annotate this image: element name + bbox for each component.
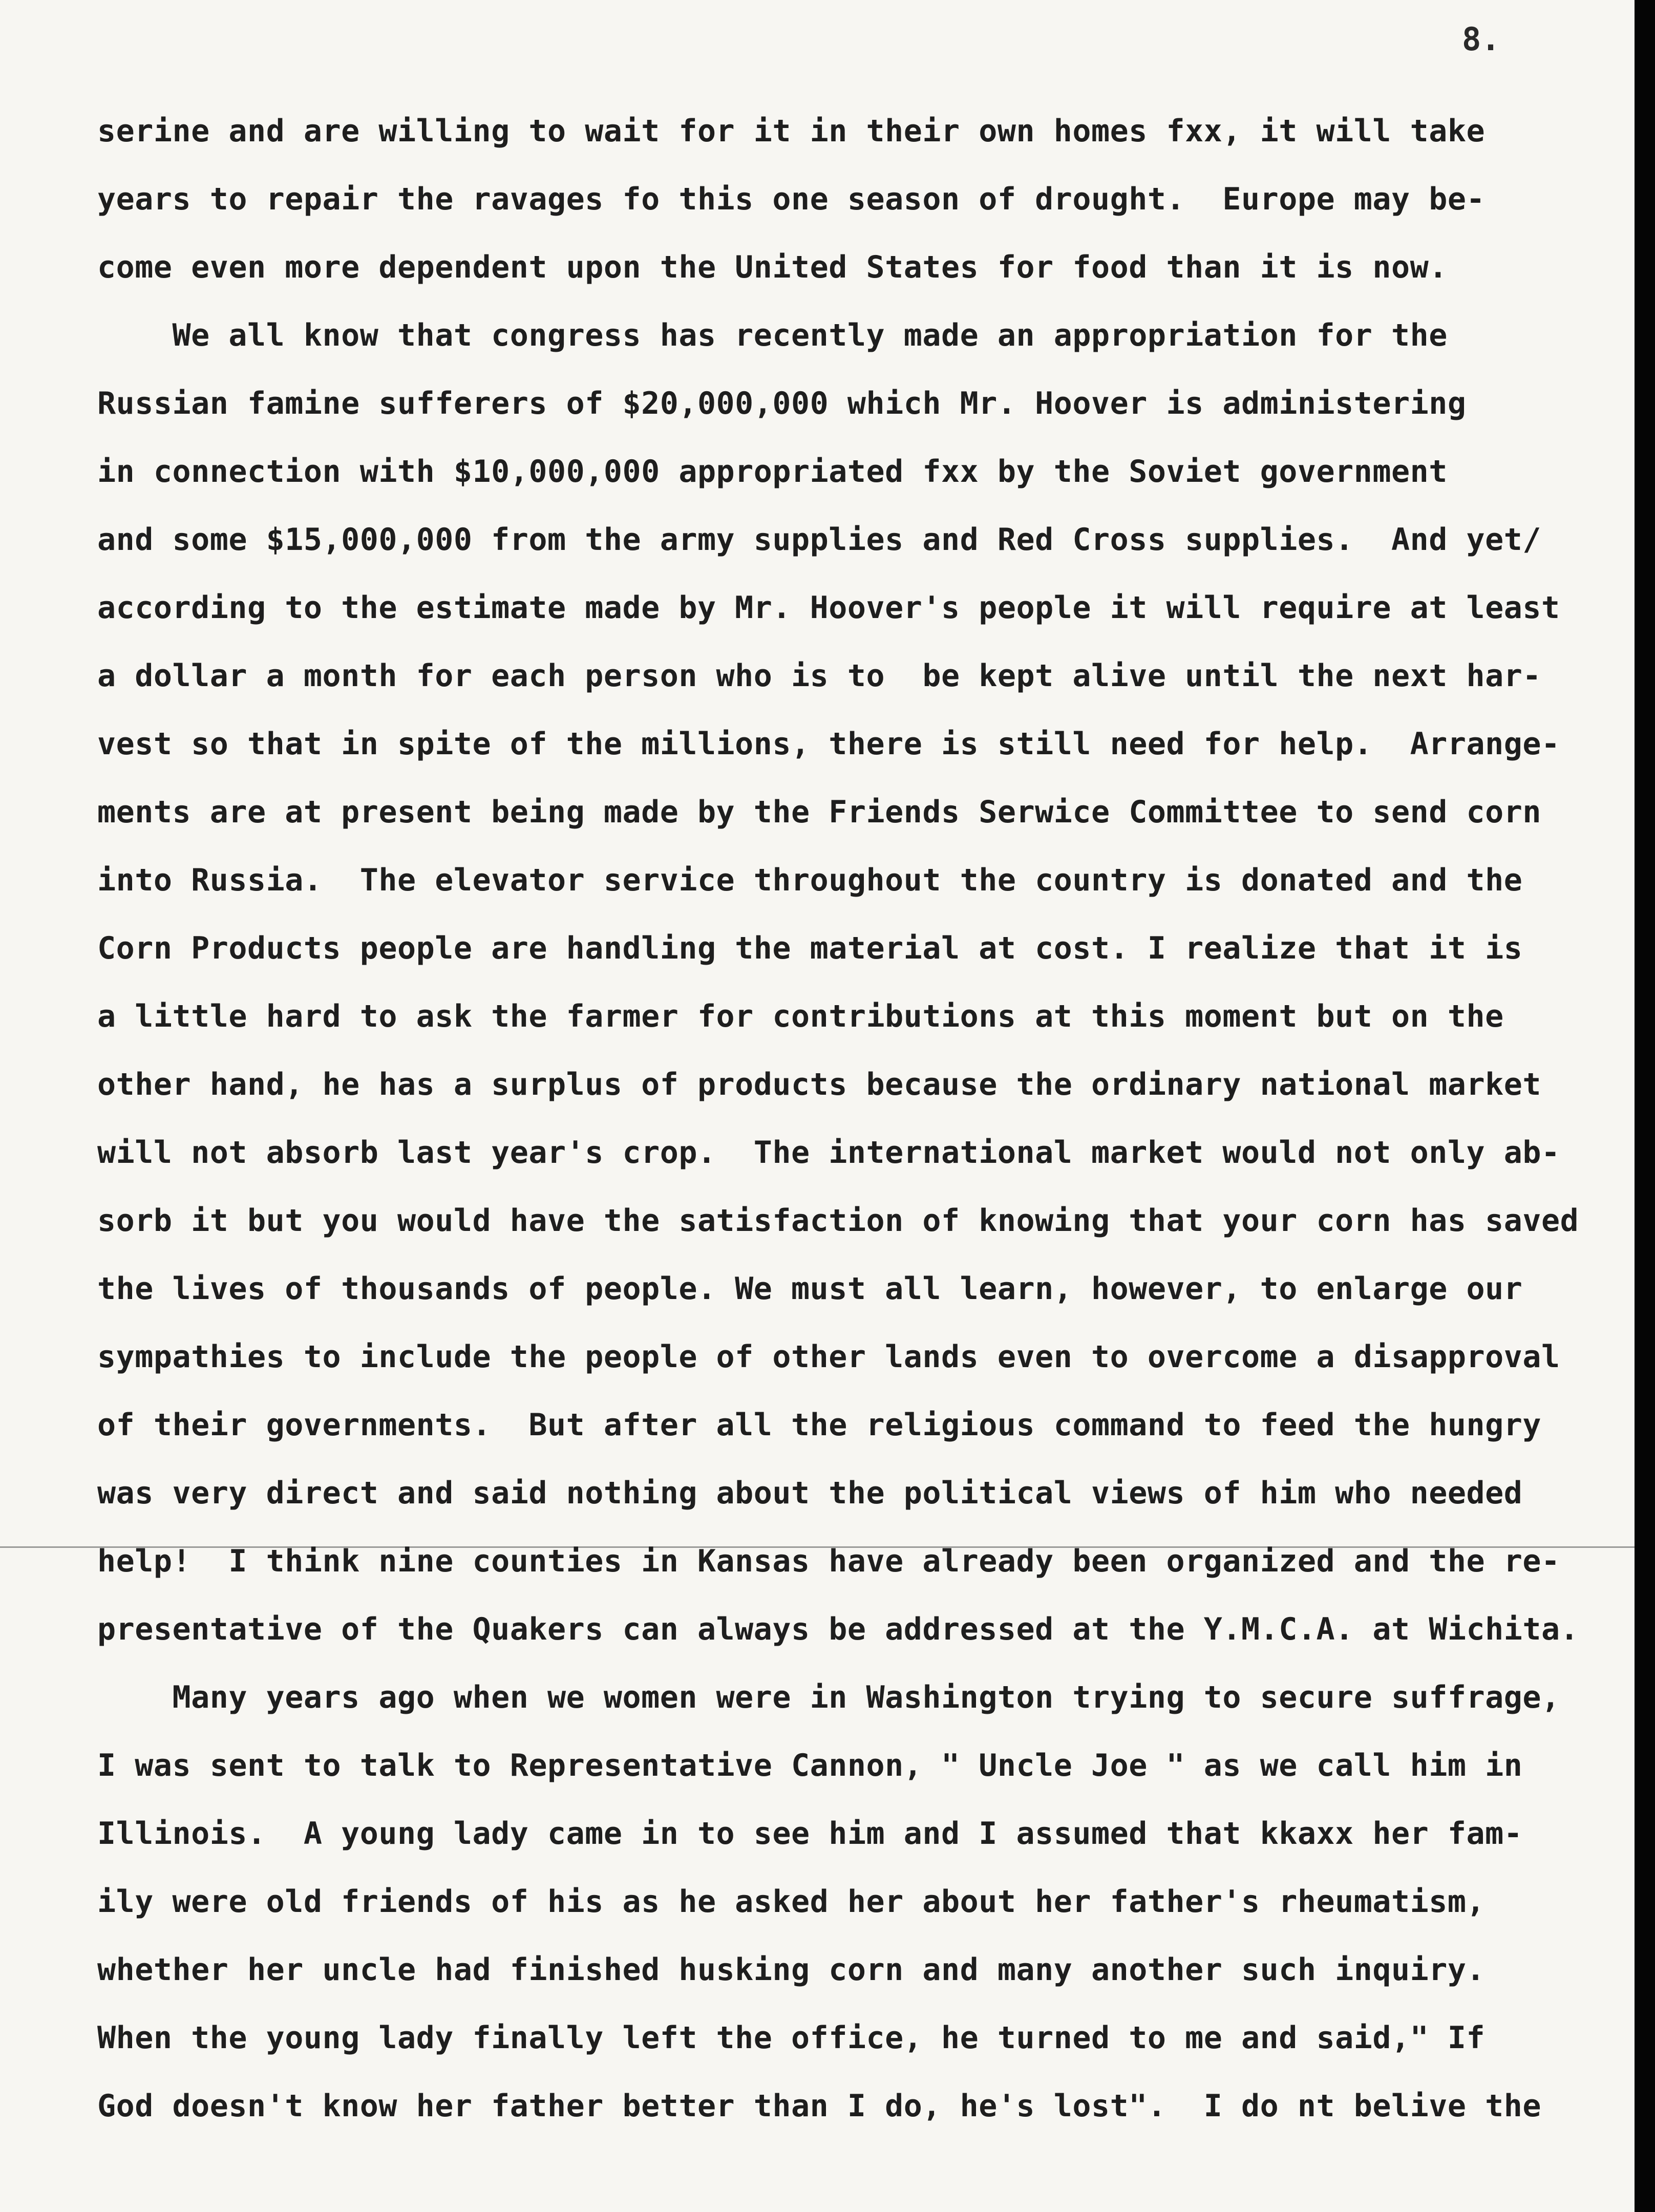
scan-border (1635, 0, 1655, 2212)
text-line: will not absorb last year's crop. The international market would not only ab- (97, 1135, 1560, 1171)
text-line: ments are at present being made by the Friends Serwice Committee to send corn (97, 794, 1541, 830)
text-line: a little hard to ask the farmer for contributions at this moment but on the (97, 998, 1504, 1034)
text-line: come even more dependent upon the United States for food than it is now. (97, 249, 1448, 285)
text-line: Corn Products people are handling the material at cost. I realize that it is (97, 930, 1523, 966)
text-line: presentative of the Quakers can always be addressed at the Y.M.C.A. at Wichita. (97, 1611, 1579, 1647)
text-line: and some $15,000,000 from the army supplies and Red Cross supplies. And yet/ (97, 522, 1541, 558)
text-line: vest so that in spite of the millions, there is still need for help. Arrange- (97, 726, 1560, 762)
text-line: into Russia. The elevator service throughout the country is donated and the (97, 862, 1523, 898)
text-line: according to the estimate made by Mr. Hoover's people it will require at least (97, 590, 1560, 626)
text-line: When the young lady finally left the office, he turned to me and said," If (97, 2020, 1486, 2056)
text-line: serine and are willing to wait for it in their own homes fxx, it will take (97, 113, 1486, 149)
text-line: the lives of thousands of people. We must all learn, however, to enlarge our (97, 1271, 1523, 1307)
text-line: whether her uncle had finished husking corn and many another such inquiry. (97, 1952, 1486, 1988)
text-line: in connection with $10,000,000 appropriated fxx by the Soviet government (97, 454, 1448, 490)
text-line: Russian famine sufferers of $20,000,000 which Mr. Hoover is administering (97, 386, 1467, 421)
text-line: We all know that congress has recently made an appropriation for the (97, 317, 1448, 353)
text-line: Illinois. A young lady came in to see him and I assumed that kkaxx her fam- (97, 1816, 1523, 1852)
text-line: a dollar a month for each person who is to be kept alive until the next har- (97, 658, 1541, 694)
body-text (97, 97, 1613, 2140)
text-line: God doesn't know her father better than I do, he's lost". I do nt belive the (97, 2088, 1541, 2124)
text-line: help! I think nine counties in Kansas have already been organized and the re- (97, 1543, 1560, 1579)
text-line: sympathies to include the people of other lands even to overcome a disapproval (97, 1339, 1560, 1375)
text-line: sorb it but you would have the satisfaction of knowing that your corn has saved (97, 1203, 1579, 1239)
page-number: 8. (1462, 20, 1500, 58)
text-line: other hand, he has a surplus of products because the ordinary national market (97, 1067, 1541, 1102)
text-line: Many years ago when we women were in Washington trying to secure suffrage, (97, 1679, 1560, 1715)
text-line: years to repair the ravages fo this one season of drought. Europe may be- (97, 181, 1486, 217)
text-line: I was sent to talk to Representative Cannon, " Uncle Joe " as we call him in (97, 1748, 1523, 1783)
text-line: ily were old friends of his as he asked her about her father's rheumatism, (97, 1884, 1486, 1920)
text-line: was very direct and said nothing about the political views of him who needed (97, 1475, 1523, 1511)
text-line: of their governments. But after all the religious command to feed the hungry (97, 1407, 1541, 1443)
